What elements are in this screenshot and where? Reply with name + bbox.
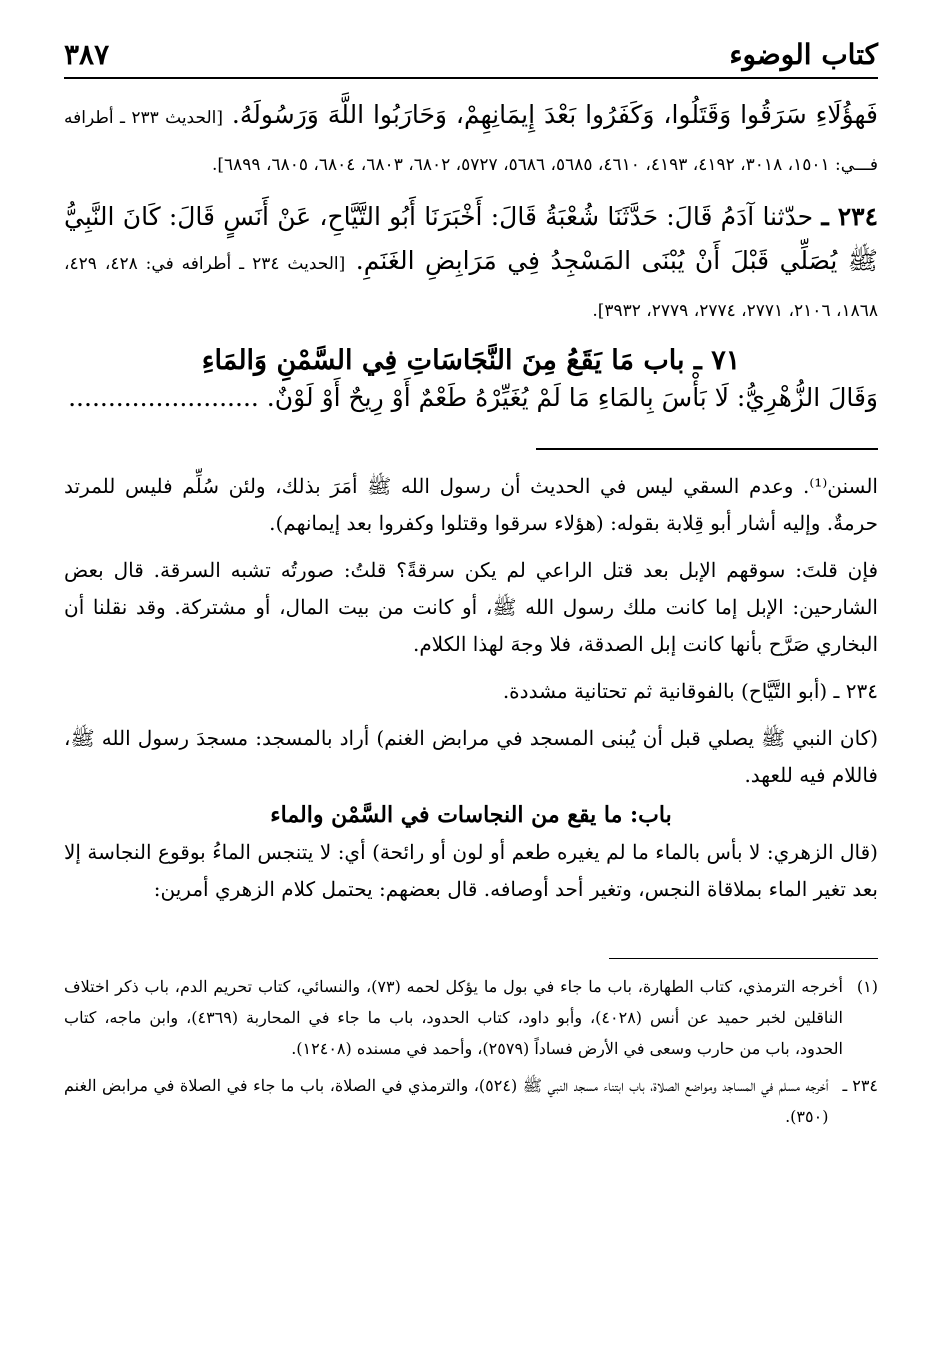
hadith-text: فَهؤُلَاءِ سَرَقُوا وَقَتَلُوا، وَكَفَرُوا بَعْدَ إِيمَانِهِمْ، وَحَارَبُوا اللَّهَ وَرَسُولَهُ. xyxy=(231,100,878,129)
hadith-233-continuation xyxy=(64,93,878,187)
hadith-atraf: [الحديث ٢٣٣ ـ أطرافه فـــي: ١٥٠١، ٣٠١٨، ٤١٩٢، ٤١٩٣، ٤٦١٠، ٥٦٨٥، ٥٦٨٦، ٥٧٢٧، ٦٨٠٢، ٦٨٠٣، ٦٨٠٤، ٦٨٠٥، ٦٨٩٩]. xyxy=(64,108,878,175)
hadith-234 xyxy=(64,195,878,333)
hadith-atraf: [الحديث ٢٣٤ ـ أطرافه في: ٤٢٨، ٤٢٩، ١٨٦٨، ٢١٠٦، ٢٧٧١، ٢٧٧٤، ٢٧٧٩، ٣٩٣٢]. xyxy=(64,254,878,321)
footnote-text: أخرجه مسلم في المساجد ومواضع الصلاة، باب ابتناء مسجد النبي ﷺ (٥٢٤)، والترمذي في الصلاة، باب ما جاء في الصلاة في مرابض الغنم (٣٥٠). xyxy=(64,1076,829,1126)
commentary-chapter-title: باب: ما يقع من النجاسات في السَّمْن والماء xyxy=(270,802,672,828)
commentary-paragraph: (كان النبي ﷺ يصلي قبل أن يُبنى المسجد في مرابض الغنم) أراد بالمسجد: مسجدَ رسول الله ﷺ، فاللام فيه للعهد. xyxy=(64,726,878,787)
hadith-number: ٢٣٤ ـ xyxy=(821,202,879,231)
footnote-text: أخرجه الترمذي، كتاب الطهارة، باب ما جاء في بول ما يؤكل لحمه (٧٣)، والنسائي، كتاب تحريم الدم، باب ذكر اختلاف الناقلين لخبر حميد عن أنس (٤٠٢٨)، وأبو داود، كتاب الحدود، باب ما جاء في المحاربة (٤٣٦٩)، وابن ماجه، كتاب الحدود، باب من حارب وسعى في الأرض فساداً (٢٥٧٩)، وأحمد في مسنده (١٢٤٠٨). xyxy=(64,977,843,1058)
page-number: ٣٨٧ xyxy=(64,38,110,71)
zuhri-statement: وَقَالَ الزُّهْرِيُّ: لَا بَأْسَ بِالمَاءِ مَا لَمْ يُغَيِّرْهُ طَعْمٌ أَوْ رِيحٌ أَوْ لَوْنٌ. ........................ xyxy=(68,383,878,412)
hadith-text: حدّثنا آدَمُ قَالَ: حَدَّثَنَا شُعْبَةُ قَالَ: أَخْبَرَنَا أَبُو التَّيَّاحِ، عَنْ أَنَسٍ قَالَ: كَانَ النَّبِيُّ ﷺ يُصَلِّي قَبْلَ أَنْ يُبْنَى المَسْجِدُ فِي مَرَابِضِ الغَنَمِ. xyxy=(64,202,878,275)
section-divider xyxy=(536,448,878,450)
book-title: كتاب الوضوء xyxy=(729,38,878,71)
footnote-marker: ٢٣٤ ـ xyxy=(842,1076,878,1095)
page-header xyxy=(64,38,878,79)
footnote-divider xyxy=(609,958,878,959)
commentary-paragraph: (قال الزهري: لا بأس بالماء ما لم يغيره طعم أو لون أو رائحة) أي: لا يتنجس الماءُ بوقوع النجاسة إلا بعد تغير الماء بملاقاة النجس، وتغير أحد أوصافه. قال بعضهم: يحتمل كلام الزهري أمرين: xyxy=(64,840,878,901)
commentary-paragraph: فإن قلتَ: سوقهم الإبل بعد قتل الراعي لم يكن سرقةً؟ قلتُ: صورتُه تشبه السرقة. قال بعض الشارحين: الإبل إما كانت ملك رسول الله ﷺ، أو كانت من بيت المال، أو مشتركة. وقد نقلنا أن البخاري صَرَّح بأنها كانت إبل الصدقة، فلا وجهَ لهذا الكلام. xyxy=(64,558,878,656)
commentary-paragraph: السنن⁽¹⁾. وعدم السقي ليس في الحديث أن رسول الله ﷺ أمَرَ بذلك، ولئن سُلِّم فليس للمرتد حرمةٌ. وإليه أشار أبو قِلابة بقوله: (هؤلاء سرقوا وقتلوا وكفروا بعد إيمانهم). xyxy=(64,474,878,535)
footnote xyxy=(64,971,878,1064)
footnote xyxy=(64,1070,878,1132)
commentary-paragraph: ٢٣٤ ـ (أبو التَّيَّاح) بالفوقانية ثم تحتانية مشددة. xyxy=(502,679,878,703)
chapter-title: ٧١ ـ باب مَا يَقَعُ مِنَ النَّجَاسَاتِ فِي السَّمْنِ وَالمَاءِ xyxy=(201,345,741,376)
footnote-marker: (١) xyxy=(856,977,878,996)
